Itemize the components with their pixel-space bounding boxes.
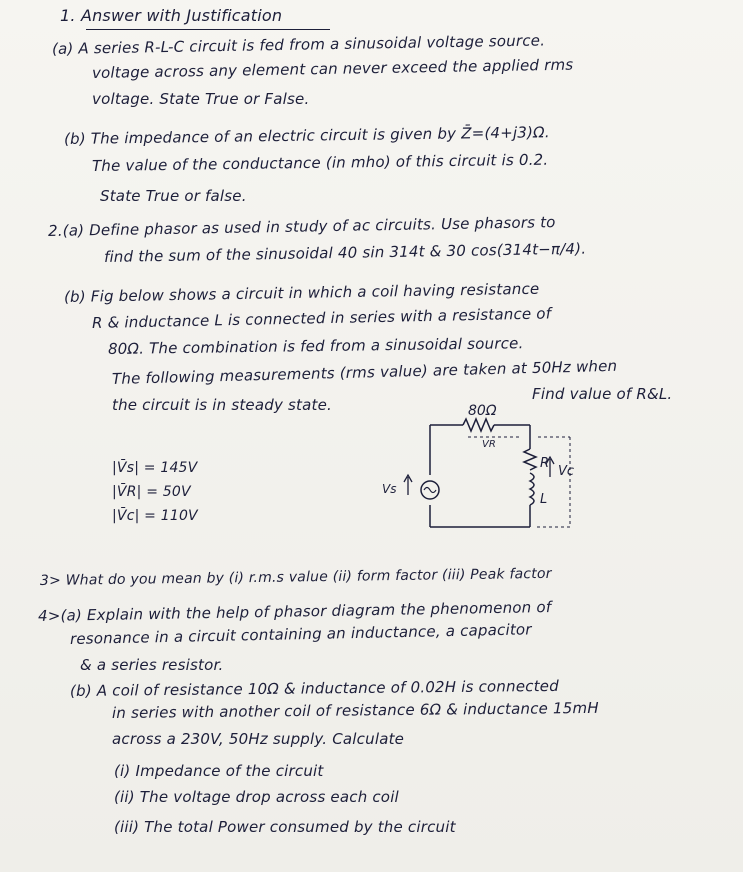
- q4b-line-1: (b) A coil of resistance 10Ω & inductance of 0.02H is connected: [69, 676, 559, 700]
- q1b-line-1: (b) The impedance of an electric circuit is given by Z̄=(4+j3)Ω.: [63, 123, 550, 148]
- heading-underline: [86, 29, 330, 30]
- q4b-part-iii: (iii) The total Power consumed by the circuit: [114, 818, 456, 836]
- coil-r-label: R: [540, 456, 550, 471]
- q1b-line-2: The value of the conductance (in mho) of this circuit is 0.2.: [91, 150, 549, 175]
- vr-label: VR: [482, 439, 496, 450]
- measurement-vs: |V̄s| = 145V: [112, 460, 198, 476]
- q1a-line-2: voltage across any element can never exceed the applied rms: [91, 55, 574, 82]
- q4a-line-1: 4>(a) Explain with the help of phasor diagram the phenomenon of: [37, 598, 552, 625]
- q2b-find-rl: Find value of R&L.: [532, 385, 673, 403]
- q2b-line-4: The following measurements (rms value) are taken at 50Hz when: [111, 356, 618, 388]
- q4b-line-2: in series with another coil of resistance 6Ω & inductance 15mH: [111, 698, 599, 722]
- q2a-line-1: 2.(a) Define phasor as used in study of ac circuits. Use phasors to: [47, 213, 556, 240]
- resistor-label: 80Ω: [468, 403, 497, 419]
- measurement-vc: |V̄c| = 110V: [112, 508, 198, 524]
- q1a-line-1: (a) A series R-L-C circuit is fed from a sinusoidal voltage source.: [51, 31, 546, 58]
- q4b-line-3: across a 230V, 50Hz supply. Calculate: [112, 730, 405, 748]
- q3-line: 3> What do you mean by (i) r.m.s value (ii) form factor (iii) Peak factor: [39, 565, 552, 589]
- q1a-line-3: voltage. State True or False.: [92, 90, 310, 108]
- q4a-line-2: resonance in a circuit containing an inductance, a capacitor: [69, 620, 532, 648]
- q4b-part-i: (i) Impedance of the circuit: [114, 762, 324, 780]
- circuit-diagram: [370, 395, 620, 539]
- q4a-line-3: & a series resistor.: [80, 656, 224, 674]
- coil-l-label: L: [540, 492, 548, 507]
- q2b-line-5: the circuit is in steady state.: [112, 396, 332, 414]
- q2b-line-3: 80Ω. The combination is fed from a sinusoidal source.: [107, 334, 524, 358]
- measurement-vr: |V̄R| = 50V: [112, 484, 191, 500]
- vc-label: Vc: [558, 464, 575, 479]
- q2b-line-1: (b) Fig below shows a circuit in which a coil having resistance: [63, 279, 540, 306]
- question-1-heading: 1. Answer with Justification: [60, 6, 283, 25]
- q2b-line-2: R & inductance L is connected in series with a resistance of: [91, 304, 552, 332]
- source-label: Vs: [382, 482, 397, 496]
- q2a-line-2: find the sum of the sinusoidal 40 sin 314t & 30 cos(314t−π/4).: [103, 239, 587, 266]
- q4b-part-ii: (ii) The voltage drop across each coil: [114, 788, 399, 806]
- q1b-line-3: State True or false.: [100, 187, 247, 205]
